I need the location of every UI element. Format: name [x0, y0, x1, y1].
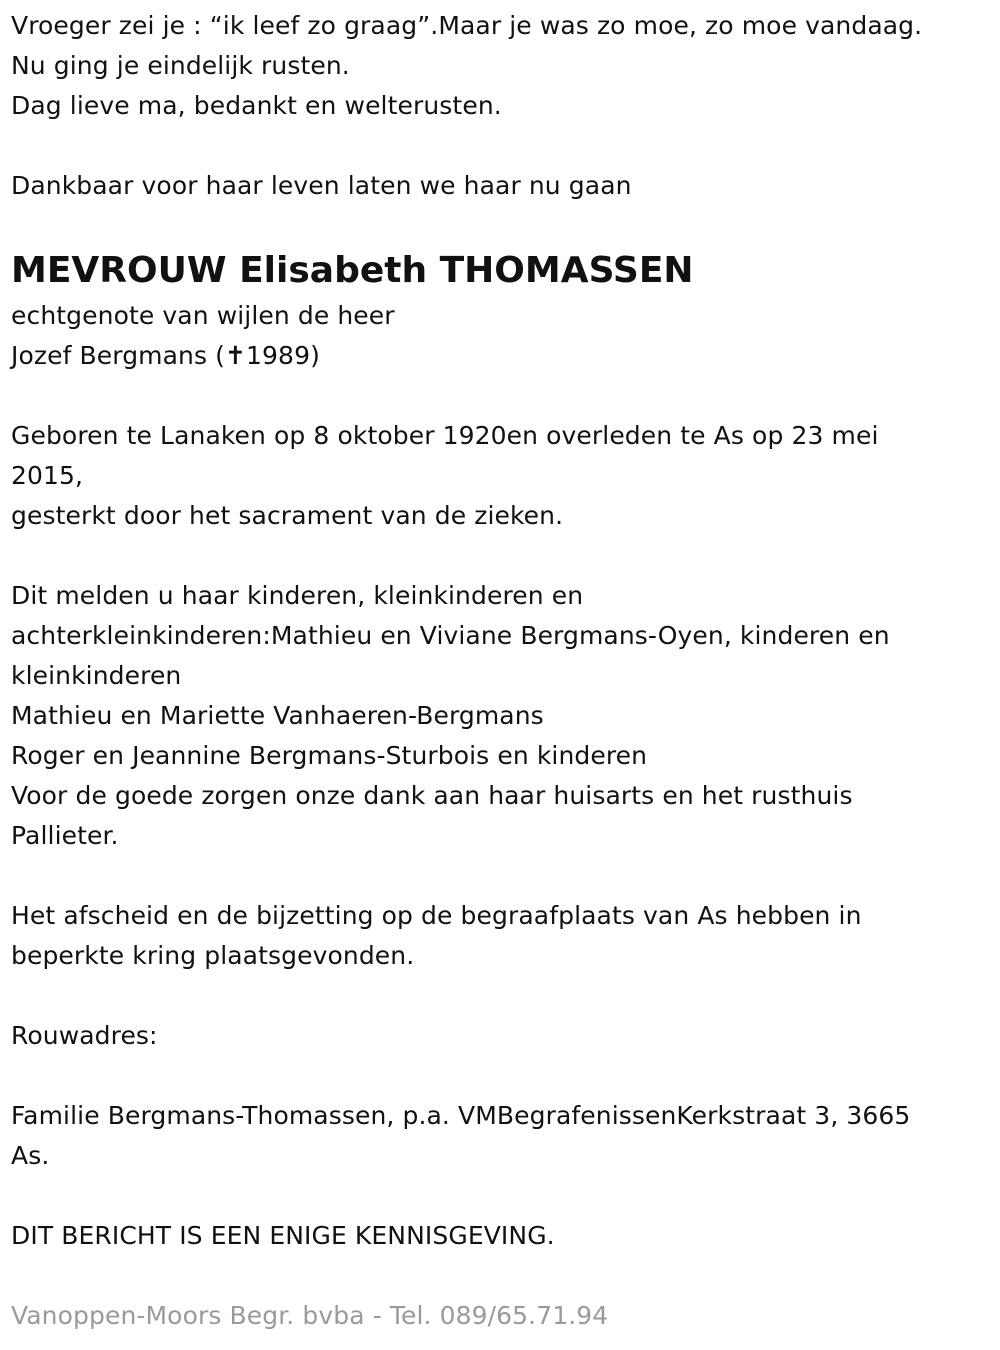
family-line-5: Roger en Jeannine Bergmans-Sturbois en kinderen — [11, 741, 648, 770]
spacer — [11, 856, 986, 896]
notice-text: DIT BERICHT IS EEN ENIGE KENNISGEVING. — [11, 1221, 555, 1250]
spacer — [11, 1256, 986, 1296]
spouse-line-1: echtgenote van wijlen de heer — [11, 301, 395, 330]
spacer — [11, 976, 986, 1016]
poem-line-1: Vroeger zei je : “ik leef zo graag”.Maar je was zo moe, zo moe vandaag. — [11, 11, 923, 40]
deceased-name: MEVROUW Elisabeth THOMASSEN — [11, 250, 694, 291]
spouse-line-2: Jozef Bergmans (✝1989) — [11, 341, 320, 370]
family-line-7: Pallieter. — [11, 821, 119, 850]
farewell-line-2: beperkte kring plaatsgevonden. — [11, 941, 415, 970]
intro-text: Dankbaar voor haar leven laten we haar nu gaan — [11, 171, 632, 200]
poem-line-2: Nu ging je eindelijk rusten. — [11, 51, 350, 80]
address-label: Rouwadres: — [11, 1021, 158, 1050]
spacer — [11, 206, 986, 246]
address-line-1: Familie Bergmans-Thomassen, p.a. VMBegrafenissenKerkstraat 3, 3665 — [11, 1101, 911, 1130]
obituary-notice — [11, 6, 986, 1336]
undertaker-footer: Vanoppen-Moors Begr. bvba - Tel. 089/65.71.94 — [11, 1301, 609, 1330]
spacer — [11, 536, 986, 576]
family-line-4: Mathieu en Mariette Vanhaeren-Bergmans — [11, 701, 544, 730]
family-line-3: kleinkinderen — [11, 661, 182, 690]
birth-death-line-2: 2015, — [11, 461, 84, 490]
poem-line-3: Dag lieve ma, bedankt en welterusten. — [11, 91, 502, 120]
birth-death-line-1: Geboren te Lanaken op 8 oktober 1920en overleden te As op 23 mei — [11, 421, 879, 450]
address-line-2: As. — [11, 1141, 50, 1170]
family-line-1: Dit melden u haar kinderen, kleinkinderen en — [11, 581, 584, 610]
spacer — [11, 1176, 986, 1216]
spacer — [11, 1056, 986, 1096]
family-line-6: Voor de goede zorgen onze dank aan haar huisarts en het rusthuis — [11, 781, 853, 810]
spacer — [11, 126, 986, 166]
farewell-line-1: Het afscheid en de bijzetting op de begraafplaats van As hebben in — [11, 901, 862, 930]
spacer — [11, 376, 986, 416]
family-line-2: achterkleinkinderen:Mathieu en Viviane Bergmans-Oyen, kinderen en — [11, 621, 890, 650]
birth-death-line-3: gesterkt door het sacrament van de zieken. — [11, 501, 564, 530]
